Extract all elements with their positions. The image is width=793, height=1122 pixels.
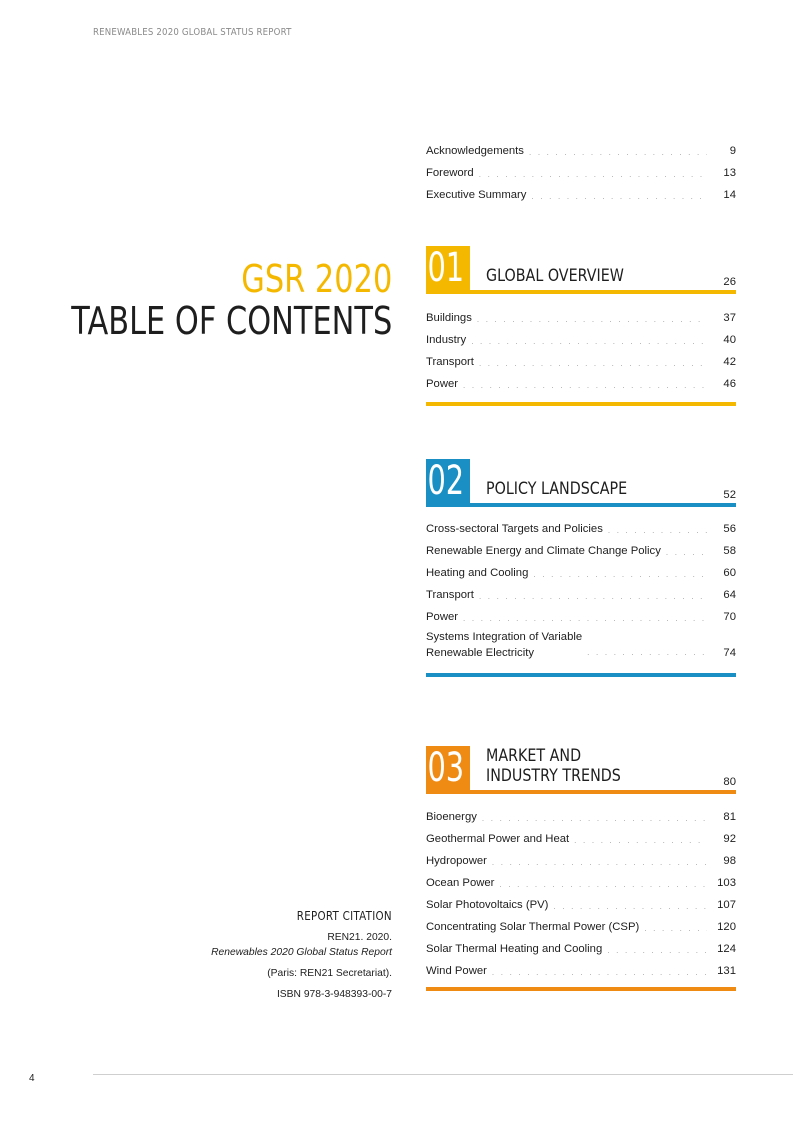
dot-leader	[644, 920, 707, 938]
toc-entry-label-line2: Renewable Electricity	[426, 647, 534, 659]
toc-entry-page: 9	[729, 145, 736, 157]
dot-leader	[471, 333, 707, 351]
toc-entry[interactable]	[426, 540, 736, 562]
toc-entry[interactable]	[426, 351, 736, 373]
running-head: RENEWABLES 2020 GLOBAL STATUS REPORT	[93, 27, 292, 38]
toc-entry-label: Solar Photovoltaics (PV)	[426, 899, 549, 911]
toc-entry-page: 42	[723, 356, 736, 368]
section-number-box	[426, 246, 470, 290]
toc-entry-page: 37	[723, 312, 736, 324]
toc-entry-label: Industry	[426, 334, 467, 346]
toc-entry[interactable]	[426, 606, 736, 628]
toc-entry[interactable]	[426, 628, 736, 664]
section-rule	[426, 790, 736, 794]
dot-leader	[479, 588, 707, 606]
toc-entry-label: Ocean Power	[426, 877, 495, 889]
toc-entry-page: 60	[723, 567, 736, 579]
toc-entry-label: Foreword	[426, 167, 474, 179]
section-page: 26	[723, 276, 736, 288]
dot-leader	[533, 566, 707, 584]
citation-publisher: (Paris: REN21 Secretariat).	[267, 968, 392, 979]
section-title-line1: MARKET AND	[486, 746, 582, 766]
dot-leader	[529, 144, 707, 162]
toc-entry-page: 70	[723, 611, 736, 623]
toc-entry[interactable]	[426, 562, 736, 584]
dot-leader	[463, 610, 707, 628]
toc-entry-label: Renewable Energy and Climate Change Policy	[426, 545, 661, 557]
dot-leader	[482, 810, 707, 828]
dot-leader	[492, 854, 707, 872]
toc-entry-page: 14	[723, 189, 736, 201]
toc-entry-label: Heating and Cooling	[426, 567, 529, 579]
dot-leader	[553, 898, 707, 916]
section-number-box	[426, 459, 470, 503]
toc-entry[interactable]	[426, 916, 736, 938]
dot-leader	[492, 964, 707, 982]
toc-entry-page: 58	[723, 545, 736, 557]
dot-leader	[531, 188, 707, 206]
toc-entry[interactable]	[426, 850, 736, 872]
toc-entry-page: 107	[717, 899, 736, 911]
toc-entry-page: 40	[723, 334, 736, 346]
section-number: 02	[427, 459, 465, 503]
section-01-end-rule	[426, 402, 736, 406]
toc-entry-label: Cross-sectoral Targets and Policies	[426, 523, 603, 535]
toc-entry-page: 103	[717, 877, 736, 889]
footer-rule	[93, 1074, 793, 1075]
toc-entry-page: 46	[723, 378, 736, 390]
section-rule	[426, 290, 736, 294]
dot-leader	[477, 311, 707, 329]
title-table-of-contents: TABLE OF CONTENTS	[70, 299, 392, 343]
toc-entry[interactable]	[426, 140, 736, 162]
section-01-list	[426, 307, 736, 395]
toc-entry[interactable]	[426, 518, 736, 540]
toc-entry[interactable]	[426, 872, 736, 894]
toc-entry-label: Hydropower	[426, 855, 487, 867]
front-matter-list	[426, 140, 736, 206]
toc-entry-label: Power	[426, 611, 459, 623]
page-number: 4	[29, 1073, 35, 1084]
section-rule	[426, 503, 736, 507]
citation-heading: REPORT CITATION	[296, 909, 392, 923]
toc-entry-label: Executive Summary	[426, 189, 527, 201]
toc-entry[interactable]	[426, 960, 736, 982]
section-title: POLICY LANDSCAPE	[486, 479, 628, 499]
citation-isbn: ISBN 978-3-948393-00-7	[276, 989, 392, 1000]
toc-entry[interactable]	[426, 584, 736, 606]
section-03-header[interactable]	[426, 746, 736, 790]
section-02-header[interactable]	[426, 459, 736, 503]
report-citation	[211, 907, 392, 1002]
dot-leader	[463, 377, 707, 395]
citation-line1: REN21. 2020.	[327, 932, 392, 943]
dot-leader	[608, 522, 707, 540]
section-03-list	[426, 806, 736, 982]
toc-entry-page: 56	[723, 523, 736, 535]
toc-entry-label: Wind Power	[426, 965, 487, 977]
section-number: 03	[427, 746, 465, 790]
toc-entry[interactable]	[426, 307, 736, 329]
toc-entry-label	[426, 629, 582, 664]
section-title	[486, 746, 621, 786]
toc-entry-label: Bioenergy	[426, 811, 477, 823]
toc-entry-page: 81	[723, 811, 736, 823]
toc-entry-page: 64	[723, 589, 736, 601]
dot-leader	[574, 832, 707, 850]
toc-entry-label: Transport	[426, 589, 474, 601]
toc-entry-label: Buildings	[426, 312, 472, 324]
toc-entry-page: 131	[717, 965, 736, 977]
toc-entry-page: 92	[723, 833, 736, 845]
toc-entry[interactable]	[426, 184, 736, 206]
section-number: 01	[427, 246, 465, 290]
dot-leader	[587, 642, 707, 664]
toc-entry-label: Solar Thermal Heating and Cooling	[426, 943, 603, 955]
page-title	[0, 258, 392, 342]
toc-entry[interactable]	[426, 162, 736, 184]
dot-leader	[479, 355, 707, 373]
toc-entry-label-line1: Systems Integration of Variable	[426, 631, 583, 643]
section-number-box	[426, 746, 470, 790]
toc-entry-page: 74	[723, 647, 736, 659]
toc-entry-label: Power	[426, 378, 459, 390]
section-page: 52	[723, 489, 736, 501]
toc-entry-page: 13	[723, 167, 736, 179]
toc-entry-label: Concentrating Solar Thermal Power (CSP)	[426, 921, 640, 933]
toc-entry-page: 120	[717, 921, 736, 933]
toc-entry-label: Acknowledgements	[426, 145, 524, 157]
section-02-end-rule	[426, 673, 736, 677]
section-title: GLOBAL OVERVIEW	[486, 266, 624, 286]
toc-entry-label: Geothermal Power and Heat	[426, 833, 570, 845]
dot-leader	[607, 942, 707, 960]
dot-leader	[499, 876, 707, 894]
toc-entry-label: Transport	[426, 356, 474, 368]
section-02-list	[426, 518, 736, 664]
toc-entry-page: 98	[723, 855, 736, 867]
title-gsr-2020: GSR 2020	[240, 257, 392, 301]
toc-entry-page: 124	[717, 943, 736, 955]
citation-title: Renewables 2020 Global Status Report	[211, 947, 392, 958]
toc-entry[interactable]	[426, 894, 736, 916]
toc-entry[interactable]	[426, 373, 736, 395]
section-title-line2: INDUSTRY TRENDS	[486, 766, 621, 786]
toc-entry[interactable]	[426, 806, 736, 828]
section-01-header[interactable]	[426, 246, 736, 290]
toc-entry[interactable]	[426, 938, 736, 960]
toc-entry[interactable]	[426, 828, 736, 850]
toc-entry[interactable]	[426, 329, 736, 351]
dot-leader	[666, 544, 707, 562]
dot-leader	[479, 166, 707, 184]
section-page: 80	[723, 776, 736, 788]
section-03-end-rule	[426, 987, 736, 991]
